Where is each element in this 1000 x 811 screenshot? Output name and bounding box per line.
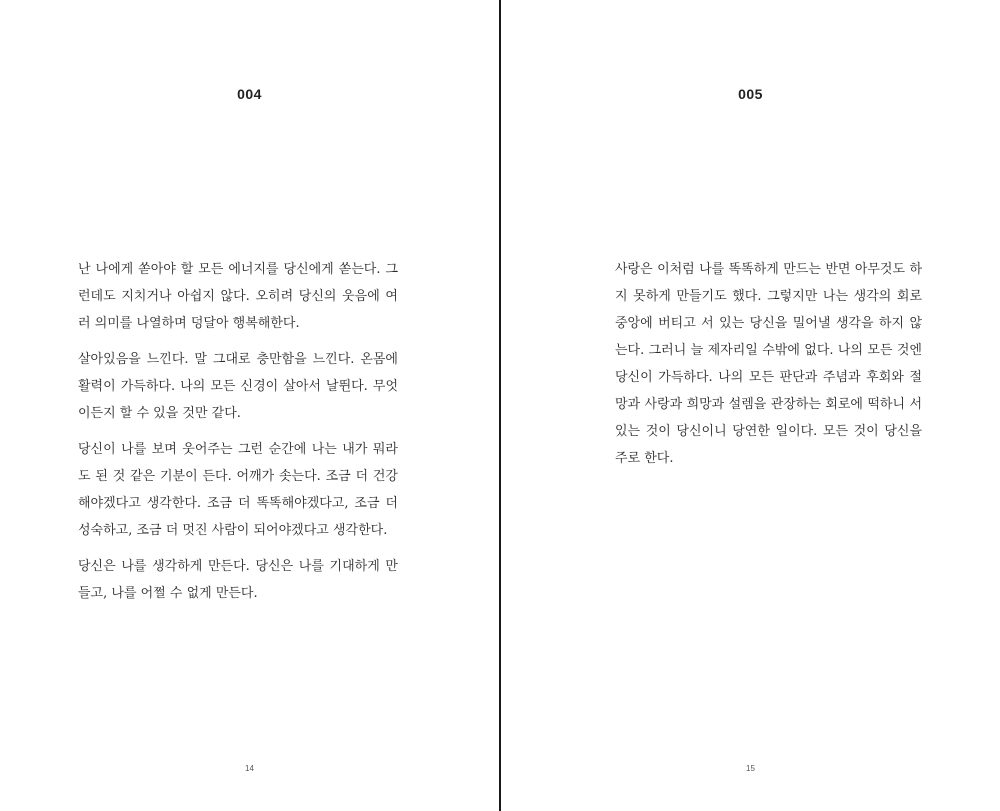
paragraph: 당신이 나를 보며 웃어주는 그런 순간에 나는 내가 뭐라도 된 것 같은 기분이 든다. 어깨가 솟는다. 조금 더 건강해야겠다고 생각한다. 조금 더 똑똑해야겠다고, 조금 더 성숙하고, 조금 더 멋진 사람이 되어야겠다고 생각한다. xyxy=(78,442,398,538)
body-text xyxy=(78,256,398,616)
right-page xyxy=(501,0,1000,811)
chapter-number: 005 xyxy=(738,86,763,102)
paragraph: 난 나에게 쏟아야 할 모든 에너지를 당신에게 쏟는다. 그런데도 지치거나 아쉽지 않다. 오히려 당신의 웃음에 여러 의미를 나열하며 덩달아 행복해한다. xyxy=(78,262,398,331)
paragraph: 당신은 나를 생각하게 만든다. 당신은 나를 기대하게 만들고, 나를 어쩔 수 없게 만든다. xyxy=(78,559,398,601)
paragraph: 사랑은 이처럼 나를 똑똑하게 만드는 반면 아무것도 하지 못하게 만들기도 했다. 그렇지만 나는 생각의 회로 중앙에 버티고 서 있는 당신을 밀어낼 생각을 하지 않는다. 그러니 늘 제자리일 수밖에 없다. 나의 모든 것엔 당신이 가득하다. 나의 모든 판단과 주념과 후회와 절망과 사랑과 희망과 설렘을 관장하는 회로에 떡하니 서 있는 것이 당신이니 당연한 일이다. 모든 것이 당신을 주로 한다. xyxy=(615,262,922,466)
chapter-number: 004 xyxy=(237,86,262,102)
left-page xyxy=(0,0,499,811)
page-number: 14 xyxy=(245,764,254,773)
paragraph: 살아있음을 느낀다. 말 그대로 충만함을 느낀다. 온몸에 활력이 가득하다. 나의 모든 신경이 살아서 날뛴다. 무엇이든지 할 수 있을 것만 같다. xyxy=(78,352,398,421)
page-number: 15 xyxy=(746,764,755,773)
body-text xyxy=(615,256,922,481)
